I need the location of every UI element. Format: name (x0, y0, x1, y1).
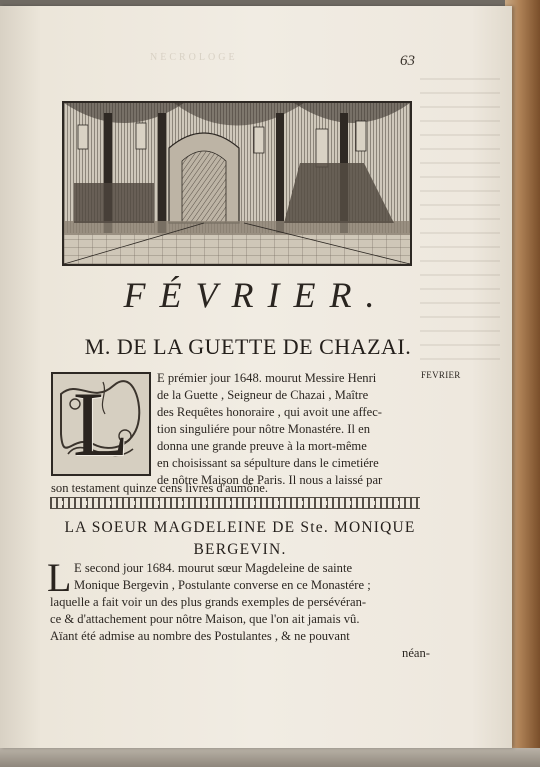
text-line: laquelle a fait voir un des plus grands exemples de persévéran- (50, 595, 367, 609)
decorated-initial (51, 372, 151, 476)
text-line: tion singuliére pour nôtre Monastére. Il en (157, 422, 370, 436)
margin-note: FEVRIER (421, 370, 461, 380)
text-line: donna une grande preuve à la mort-même (157, 439, 367, 453)
entry-title (40, 517, 440, 561)
text-line: E prémier jour 1648. mourut Messire Henri (157, 371, 377, 385)
text-line: Aïant été admise au nombre des Postulantes , & ne pouvant (50, 629, 350, 643)
entry-title: M. DE LA GUETTE DE CHAZAI. (84, 334, 412, 359)
entry-body (157, 370, 419, 489)
text-line: Monique Bergevin , Postulante converse en ce Monastére ; (74, 578, 371, 592)
text-line: son testament quinze cens livres d'aumône. (51, 481, 269, 495)
book-page (0, 6, 512, 748)
text-line: de nôtre Maison de Paris. Il nous a laissé par (157, 473, 383, 487)
initial-letter: L (47, 555, 72, 600)
title-line: LA SOEUR MAGDELEINE DE Ste. MONIQUE (64, 519, 416, 536)
ornamental-rule (50, 497, 420, 509)
text-line: en choisissant sa sépulture dans le cimetiére (157, 456, 379, 470)
show-through-header: NÉCROLOGE (150, 52, 238, 63)
month-title: FÉVRIER. (123, 275, 389, 315)
text-line: des Requêtes honoraire , qui avoit une affec- (157, 405, 382, 419)
text-line: ce & d'attachement pour nôtre Maison, que l'on ait jamais vû. (50, 612, 360, 626)
engraving-illustration (64, 103, 410, 264)
initial-letter: L (72, 373, 130, 475)
text-line: néan- (402, 646, 430, 660)
text-line: de la Guette , Seigneur de Chazai , Maître (157, 388, 369, 402)
entry-body (50, 560, 430, 662)
book-bottom-edge (0, 748, 540, 767)
church-interior-engraving (62, 101, 412, 266)
show-through-text (420, 66, 500, 366)
title-line: BERGEVIN. (193, 541, 287, 558)
page-number: 63 (400, 53, 415, 69)
text-line: E second jour 1684. mourut sœur Magdeleine de sainte (74, 561, 353, 575)
